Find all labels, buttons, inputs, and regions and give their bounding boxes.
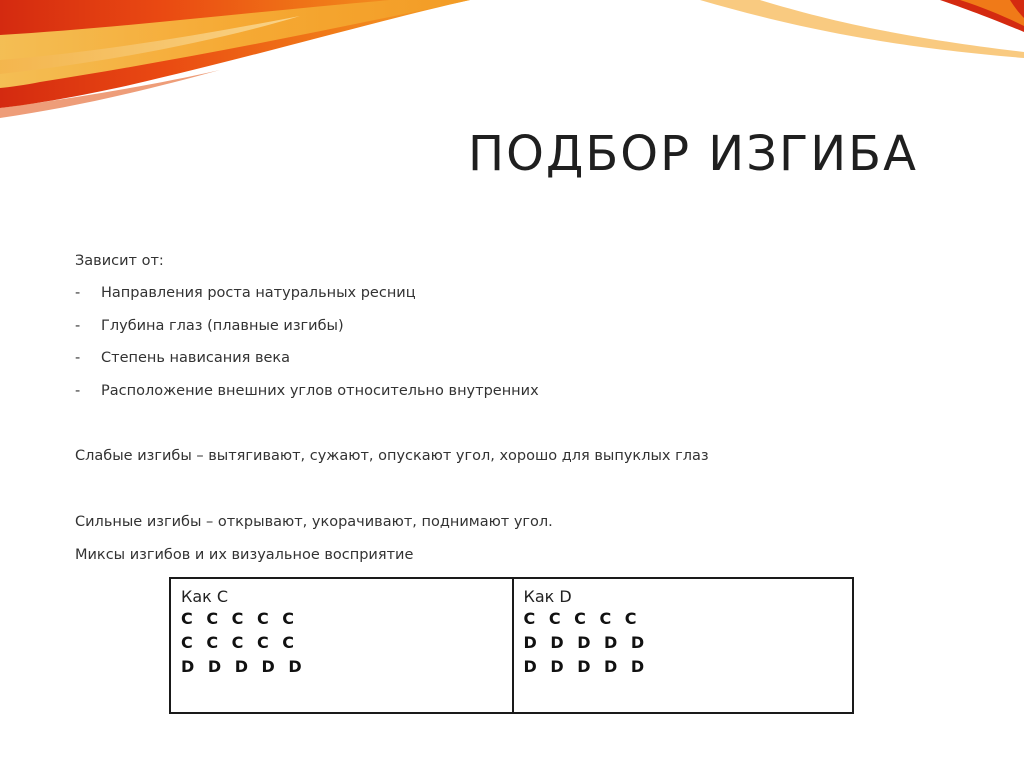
mixes-text: Миксы изгибов и их визуальное восприятие xyxy=(75,547,414,563)
table-cell-like-c xyxy=(171,579,512,712)
bullet-text: Направления роста натуральных ресниц xyxy=(101,285,416,301)
bullet-marker: - xyxy=(75,383,81,399)
slide-title: ПОДБОР ИЗГИБА xyxy=(468,126,918,182)
bullet-text: Расположение внешних углов относительно внутренних xyxy=(101,383,539,399)
bullet-item xyxy=(75,382,539,400)
bullet-item xyxy=(75,284,416,302)
cell-row: D D D D D xyxy=(523,633,649,652)
intro-text: Зависит от: xyxy=(75,253,164,269)
bullet-text: Глубина глаз (плавные изгибы) xyxy=(101,318,344,334)
weak-curves-text: Слабые изгибы – вытягивают, сужают, опускают угол, хорошо для выпуклых глаз xyxy=(75,448,709,464)
bullet-marker: - xyxy=(75,318,81,334)
table-cell-like-d xyxy=(512,579,853,712)
strong-curves-text: Сильные изгибы – открывают, укорачивают, поднимают угол. xyxy=(75,514,553,530)
cell-header: Как D xyxy=(523,587,572,606)
cell-header: Как C xyxy=(181,587,229,606)
decorative-swoosh xyxy=(0,0,1024,130)
bullet-marker: - xyxy=(75,285,81,301)
bullet-item xyxy=(75,317,344,335)
curves-table xyxy=(169,577,854,714)
cell-row: C C C C C xyxy=(181,633,298,652)
cell-row: C C C C C xyxy=(181,609,298,628)
cell-row: D D D D D xyxy=(181,657,306,676)
bullet-item xyxy=(75,349,290,367)
bullet-marker: - xyxy=(75,350,81,366)
cell-row: D D D D D xyxy=(523,657,649,676)
cell-row: C C C C C xyxy=(523,609,641,628)
bullet-text: Степень нависания века xyxy=(101,350,291,366)
